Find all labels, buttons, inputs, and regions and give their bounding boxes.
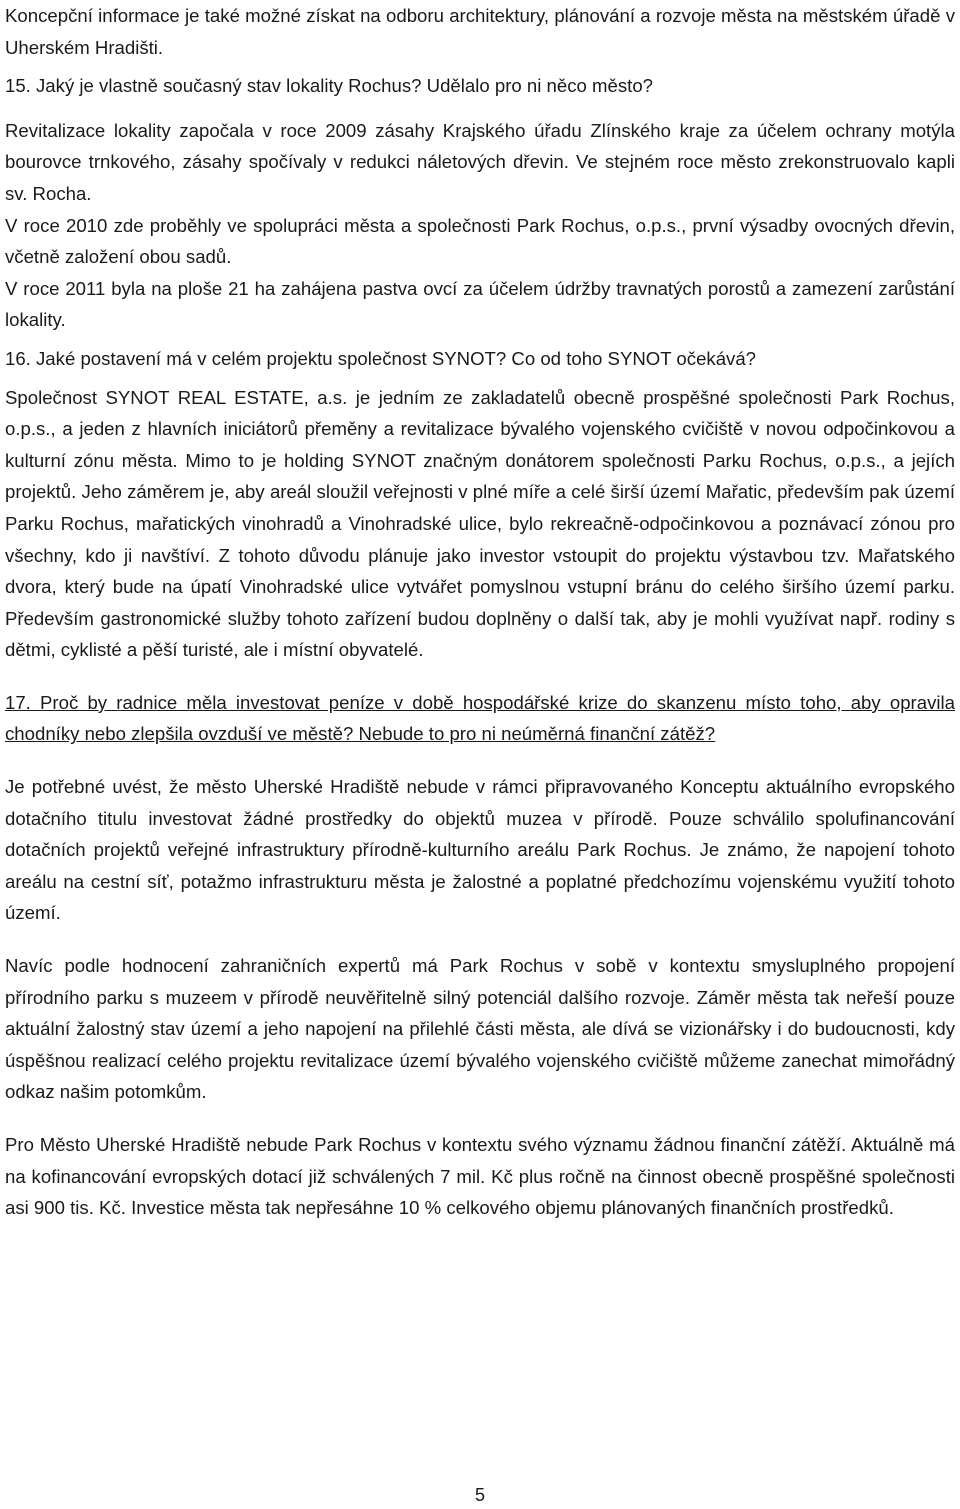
answer-17-part-3: Pro Město Uherské Hradiště nebude Park Rochus v kontextu svého významu žádnou finanční zátěží. Aktuálně má na kofinancování evropských dotací již schválených 7 mil. Kč plus ročně na činnost obecně prospěšné společnosti asi 900 tis. Kč. Investice města tak nepřesáhne 10 % celkového objemu plánovaných finančních prostředků. [5,1134,955,1219]
answer-15-part-1: Revitalizace lokality započala v roce 2009 zásahy Krajského úřadu Zlínského kraje za účelem ochrany motýla bourovce trnkového, zásahy spočívaly v redukci náletových dřevin. Ve stejném roce město zrekonstruovalo kapli sv. Rocha. [5,119,955,204]
question-17: 17. Proč by radnice měla investovat peníze v době hospodářské krize do skanzenu místo toho, aby opravila chodníky nebo zlepšila ovzduší ve městě? Nebude to pro ni neúměrná finanční zátěž? [5,691,955,745]
page-number: 5 [474,1485,485,1505]
answer-15-part-2: V roce 2010 zde proběhly ve spolupráci města a společnosti Park Rochus, o.p.s., první výsadby ovocných dřevin, včetně založení obou sadů. [5,214,955,268]
answer-15-part-3: V roce 2011 byla na ploše 21 ha zahájena pastva ovcí za účelem údržby travnatých porostů a zamezení zarůstání lokality. [5,277,955,331]
answer-17-part-2: Navíc podle hodnocení zahraničních expertů má Park Rochus v sobě v kontextu smysluplného propojení přírodního parku s muzeem v přírodě neuvěřitelně silný potenciál dalšího rozvoje. Záměr města tak neřeší pouze aktuální žalostný stav území a jeho napojení na přilehlé části města, ale dívá se vizionářsky i do budoucnosti, kdy úspěšnou realizací celého projektu revitalizace území bývalého vojenského cvičiště můžeme zanechat mimořádný odkaz našim potomkům. [5,955,955,1103]
document-page [5,0,955,1224]
answer-16: Společnost SYNOT REAL ESTATE, a.s. je jedním ze zakladatelů obecně prospěšné společnosti Park Rochus, o.p.s., a jeden z hlavních iniciátorů přeměny a revitalizace bývalého vojenského cvičiště v novou odpočinkovou a kulturní zónu města. Mimo to je holding SYNOT značným donátorem společnosti Parku Rochus, o.p.s., a jejích projektů. Jeho záměrem je, aby areál sloužil veřejnosti v plné míře a celé širší území Mařatic, především pak území Parku Rochus, mařatických vinohradů a Vinohradské ulice, bylo rekreačně-odpočinkovou a poznávací zónou pro všechny, kdo ji navštíví. Z tohoto důvodu plánuje jako investor vstoupit do projektu výstavbou tzv. Mařatského dvora, který bude na úpatí Vinohradské ulice vytvářet pomyslnou vstupní bránu do celého širšího území parku. Především gastronomické služby tohoto zařízení budou doplněny o další tak, aby je mohli využívat např. rodiny s dětmi, cyklisté a pěší turisté, ale i místní obyvatelé. [5,386,955,661]
paragraph-intro: Koncepční informace je také možné získat na odboru architektury, plánování a rozvoje města na městském úřadě v Uherském Hradišti. [5,5,955,58]
question-16: 16. Jaké postavení má v celém projektu společnost SYNOT? Co od toho SYNOT očekává? [5,347,757,369]
question-15: 15. Jaký je vlastně současný stav lokality Rochus? Udělalo pro ni něco město? [5,75,654,97]
answer-17-part-1: Je potřebné uvést, že město Uherské Hradiště nebude v rámci připravovaného Konceptu aktuálního evropského dotačního titulu investovat žádné prostředky do objektů muzea v přírodě. Pouze schválilo spolufinancování dotačních projektů veřejné infrastruktury přírodně-kulturního areálu Park Rochus. Je známo, že napojení tohoto areálu na cestní síť, potažmo infrastrukturu města je žalostné a poplatné předchozímu vojenskému využití tohoto území. [5,776,955,924]
